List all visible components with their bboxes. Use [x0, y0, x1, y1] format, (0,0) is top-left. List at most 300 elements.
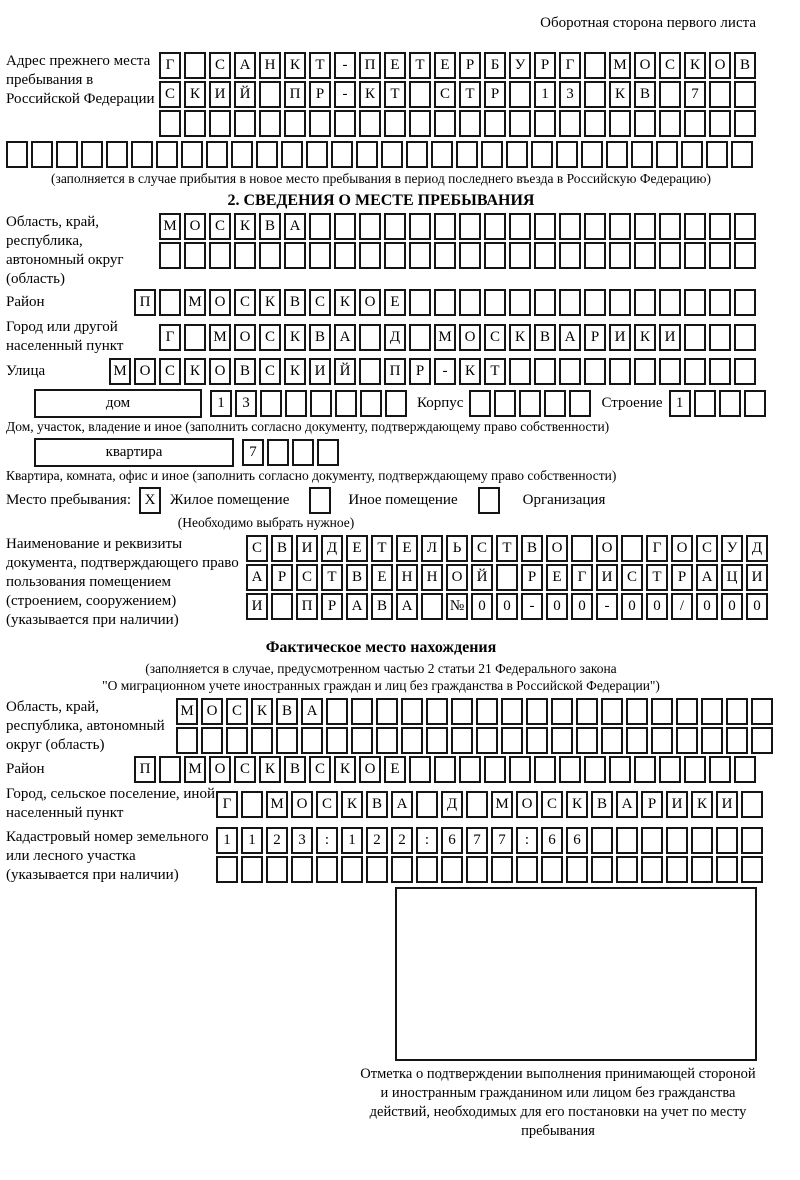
- form-cell: -: [596, 593, 618, 620]
- form-cell: Р: [484, 81, 506, 108]
- form-cell: М: [209, 324, 231, 351]
- form-cell: [309, 242, 331, 269]
- form-cell: [360, 390, 382, 417]
- dom-number-row: [210, 390, 407, 417]
- prev-address-row-3: [159, 110, 756, 137]
- form-cell: [659, 756, 681, 783]
- form-cell: Р: [521, 564, 543, 591]
- confirmation-stamp-box: [395, 887, 757, 1061]
- form-cell: [426, 698, 448, 725]
- form-cell: [676, 698, 698, 725]
- form-cell: Р: [584, 324, 606, 351]
- form-cell: [266, 856, 288, 883]
- form-cell: :: [516, 827, 538, 854]
- form-cell: Т: [484, 358, 506, 385]
- form-cell: [284, 242, 306, 269]
- form-cell: О: [234, 324, 256, 351]
- form-cell: [709, 756, 731, 783]
- form-cell: В: [591, 791, 613, 818]
- form-cell: [434, 242, 456, 269]
- form-cell: [584, 213, 606, 240]
- form-cell: [609, 756, 631, 783]
- form-cell: [634, 358, 656, 385]
- form-cell: [634, 756, 656, 783]
- form-cell: [691, 827, 713, 854]
- form-cell: :: [416, 827, 438, 854]
- actual-rayon-row: [134, 756, 756, 783]
- form-cell: [335, 390, 357, 417]
- form-cell: [159, 110, 181, 137]
- form-cell: [559, 289, 581, 316]
- form-cell: [709, 358, 731, 385]
- form-cell: [694, 390, 716, 417]
- form-cell: [6, 141, 28, 168]
- form-cell: [584, 289, 606, 316]
- form-cell: У: [721, 535, 743, 562]
- form-cell: [271, 593, 293, 620]
- form-cell: К: [566, 791, 588, 818]
- form-cell: С: [234, 756, 256, 783]
- form-cell: [409, 81, 431, 108]
- dom-box: дом: [34, 389, 202, 418]
- form-cell: Т: [409, 52, 431, 79]
- form-cell: С: [434, 81, 456, 108]
- form-cell: К: [284, 358, 306, 385]
- form-cell: А: [246, 564, 268, 591]
- form-cell: [559, 756, 581, 783]
- form-cell: [385, 390, 407, 417]
- form-cell: К: [334, 756, 356, 783]
- form-cell: [726, 698, 748, 725]
- form-cell: И: [746, 564, 768, 591]
- form-cell: О: [516, 791, 538, 818]
- form-cell: [576, 727, 598, 754]
- form-cell: М: [184, 756, 206, 783]
- form-cell: С: [259, 358, 281, 385]
- form-cell: [734, 289, 756, 316]
- form-cell: П: [134, 756, 156, 783]
- form-cell: [651, 727, 673, 754]
- form-cell: С: [621, 564, 643, 591]
- form-cell: [421, 593, 443, 620]
- form-cell: [206, 141, 228, 168]
- form-cell: [626, 698, 648, 725]
- form-cell: [241, 791, 263, 818]
- form-cell: В: [734, 52, 756, 79]
- form-cell: [376, 727, 398, 754]
- form-cell: 7: [242, 439, 264, 466]
- form-cell: [684, 756, 706, 783]
- form-cell: [241, 856, 263, 883]
- form-cell: С: [541, 791, 563, 818]
- form-cell: 1: [341, 827, 363, 854]
- form-cell: Е: [396, 535, 418, 562]
- form-cell: [384, 242, 406, 269]
- form-cell: О: [546, 535, 568, 562]
- form-cell: 1: [241, 827, 263, 854]
- form-cell: [267, 439, 289, 466]
- form-cell: Д: [384, 324, 406, 351]
- form-cell: [526, 698, 548, 725]
- form-cell: Г: [646, 535, 668, 562]
- form-cell: [584, 756, 606, 783]
- form-cell: 6: [541, 827, 563, 854]
- form-cell: [684, 358, 706, 385]
- form-cell: 3: [235, 390, 257, 417]
- form-cell: [701, 727, 723, 754]
- actual-rayon-label: Район: [6, 761, 45, 777]
- form-cell: [184, 110, 206, 137]
- form-cell: /: [671, 593, 693, 620]
- form-cell: №: [446, 593, 468, 620]
- stamp-caption: Отметка о подтверждении выполнения принимающей стороной и иностранным гражданином или лицом без гражданства действий, необходимых для его постановки на учет по месту пребывания: [360, 1066, 756, 1139]
- form-cell: [326, 727, 348, 754]
- form-cell: К: [284, 52, 306, 79]
- ulitsa-row: [109, 358, 756, 385]
- form-cell: [684, 289, 706, 316]
- form-cell: [741, 827, 763, 854]
- form-cell: [559, 213, 581, 240]
- form-cell: -: [334, 81, 356, 108]
- form-cell: [259, 110, 281, 137]
- form-cell: Е: [434, 52, 456, 79]
- form-cell: Р: [459, 52, 481, 79]
- form-cell: С: [484, 324, 506, 351]
- form-cell: [509, 289, 531, 316]
- form-cell: [176, 727, 198, 754]
- form-cell: М: [491, 791, 513, 818]
- form-cell: И: [296, 535, 318, 562]
- kvartira-note: Квартира, комната, офис и иное (заполнить согласно документу, подтверждающему право собственности): [6, 468, 617, 483]
- form-cell: [159, 289, 181, 316]
- form-cell: О: [596, 535, 618, 562]
- form-cell: [534, 110, 556, 137]
- form-cell: О: [184, 213, 206, 240]
- form-cell: [581, 141, 603, 168]
- form-cell: [401, 698, 423, 725]
- form-cell: [509, 81, 531, 108]
- form-cell: 7: [684, 81, 706, 108]
- stroenie-row: [669, 390, 766, 417]
- dom-note: Дом, участок, владение и иное (заполнить согласно документу, подтверждающему право собственности): [6, 419, 610, 434]
- form-cell: [659, 358, 681, 385]
- form-cell: -: [434, 358, 456, 385]
- form-cell: [259, 81, 281, 108]
- form-cell: [434, 289, 456, 316]
- form-cell: [551, 727, 573, 754]
- form-cell: [292, 439, 314, 466]
- form-cell: О: [209, 289, 231, 316]
- form-cell: [659, 289, 681, 316]
- form-cell: [551, 698, 573, 725]
- form-cell: 0: [746, 593, 768, 620]
- form-cell: [484, 289, 506, 316]
- form-cell: [741, 856, 763, 883]
- form-cell: [559, 358, 581, 385]
- form-cell: [634, 242, 656, 269]
- form-cell: К: [684, 52, 706, 79]
- form-cell: Л: [421, 535, 443, 562]
- document-row-3: [246, 593, 768, 620]
- form-cell: [231, 141, 253, 168]
- form-cell: [601, 698, 623, 725]
- gorod-field: [6, 318, 756, 356]
- form-cell: К: [359, 81, 381, 108]
- prev-address-row-4: [6, 141, 756, 168]
- actual-oblast-row-2: [176, 727, 773, 754]
- form-cell: [584, 81, 606, 108]
- actual-rayon-field: [6, 756, 756, 783]
- inoe-label: Иное помещение: [348, 492, 458, 508]
- form-cell: 1: [669, 390, 691, 417]
- form-cell: [709, 213, 731, 240]
- form-cell: [576, 698, 598, 725]
- form-cell: Е: [371, 564, 393, 591]
- form-cell: К: [509, 324, 531, 351]
- form-cell: [534, 358, 556, 385]
- form-cell: [409, 242, 431, 269]
- form-cell: [591, 856, 613, 883]
- form-cell: [285, 390, 307, 417]
- form-cell: [634, 213, 656, 240]
- form-cell: [634, 289, 656, 316]
- form-cell: [666, 827, 688, 854]
- form-cell: [334, 242, 356, 269]
- form-cell: [466, 856, 488, 883]
- actual-oblast-field: [6, 698, 756, 756]
- form-cell: 0: [471, 593, 493, 620]
- form-cell: [181, 141, 203, 168]
- oblast-rows: [159, 213, 756, 271]
- form-cell: [751, 698, 773, 725]
- form-cell: [571, 535, 593, 562]
- form-cell: [209, 242, 231, 269]
- form-cell: Е: [346, 535, 368, 562]
- gorod-label: Город или другой населенный пункт: [6, 319, 124, 354]
- form-cell: [434, 756, 456, 783]
- actual-location-note-2: "О миграционном учете иностранных граждан и лиц без гражданства в Российской Федерации"): [102, 678, 660, 693]
- form-cell: О: [209, 756, 231, 783]
- form-cell: [409, 213, 431, 240]
- actual-gorod-row: [216, 791, 763, 818]
- kadastr-field: [6, 827, 756, 885]
- form-cell: [734, 358, 756, 385]
- form-cell: 6: [566, 827, 588, 854]
- form-cell: М: [434, 324, 456, 351]
- form-cell: В: [234, 358, 256, 385]
- kvartira-box: квартира: [34, 438, 234, 467]
- form-cell: [631, 141, 653, 168]
- oblast-field: [6, 213, 756, 289]
- form-cell: О: [359, 756, 381, 783]
- form-cell: К: [609, 81, 631, 108]
- form-cell: [609, 289, 631, 316]
- form-cell: [476, 698, 498, 725]
- form-cell: [441, 856, 463, 883]
- form-cell: П: [359, 52, 381, 79]
- form-cell: В: [259, 213, 281, 240]
- form-cell: [731, 141, 753, 168]
- form-cell: [659, 213, 681, 240]
- form-cell: [716, 827, 738, 854]
- form-cell: [609, 213, 631, 240]
- form-cell: [584, 358, 606, 385]
- form-cell: С: [159, 358, 181, 385]
- form-cell: 0: [721, 593, 743, 620]
- form-cell: [260, 390, 282, 417]
- form-cell: [616, 856, 638, 883]
- form-cell: [534, 242, 556, 269]
- kvartira-field: [6, 438, 756, 467]
- form-cell: Е: [546, 564, 568, 591]
- form-cell: А: [391, 791, 413, 818]
- form-cell: 1: [534, 81, 556, 108]
- form-cell: О: [709, 52, 731, 79]
- form-cell: :: [316, 827, 338, 854]
- kvartira-row: [242, 439, 339, 466]
- form-cell: [459, 289, 481, 316]
- stroenie-label: Строение: [601, 395, 663, 411]
- form-cell: В: [284, 756, 306, 783]
- form-cell: -: [334, 52, 356, 79]
- form-cell: Р: [409, 358, 431, 385]
- document-row-2: [246, 564, 768, 591]
- form-cell: [359, 358, 381, 385]
- form-cell: [366, 856, 388, 883]
- actual-gorod-field: [6, 785, 756, 823]
- form-cell: О: [671, 535, 693, 562]
- form-cell: [406, 141, 428, 168]
- form-cell: 1: [210, 390, 232, 417]
- kadastr-row-2: [216, 856, 763, 883]
- kadastr-label: Кадастровый номер земельного или лесного участка (указывается при наличии): [6, 828, 209, 883]
- form-cell: [601, 727, 623, 754]
- zhiloe-checkbox: X: [139, 487, 161, 514]
- form-cell: [556, 141, 578, 168]
- form-cell: [156, 141, 178, 168]
- org-checkbox: [478, 487, 500, 514]
- form-cell: Р: [641, 791, 663, 818]
- form-cell: [416, 856, 438, 883]
- form-cell: 2: [391, 827, 413, 854]
- form-cell: 0: [496, 593, 518, 620]
- form-cell: К: [334, 289, 356, 316]
- form-cell: [544, 390, 566, 417]
- form-cell: [391, 856, 413, 883]
- form-cell: О: [291, 791, 313, 818]
- form-cell: А: [301, 698, 323, 725]
- form-cell: 7: [466, 827, 488, 854]
- form-cell: [559, 110, 581, 137]
- form-cell: [734, 756, 756, 783]
- actual-location-title: Фактическое место нахождения: [265, 639, 497, 656]
- document-field: [6, 535, 763, 630]
- form-cell: А: [396, 593, 418, 620]
- form-cell: Й: [234, 81, 256, 108]
- form-cell: Г: [571, 564, 593, 591]
- form-cell: [434, 110, 456, 137]
- form-cell: [676, 727, 698, 754]
- form-cell: О: [634, 52, 656, 79]
- form-cell: В: [346, 564, 368, 591]
- form-cell: [234, 242, 256, 269]
- form-cell: А: [234, 52, 256, 79]
- form-cell: О: [459, 324, 481, 351]
- form-cell: [494, 390, 516, 417]
- stay-type-label: Место пребывания:: [6, 492, 131, 508]
- form-cell: [726, 727, 748, 754]
- form-cell: Р: [321, 593, 343, 620]
- form-cell: В: [284, 289, 306, 316]
- form-cell: В: [271, 535, 293, 562]
- form-cell: [584, 242, 606, 269]
- form-cell: Т: [384, 81, 406, 108]
- form-cell: [496, 564, 518, 591]
- oblast-row-2: [159, 242, 756, 269]
- form-cell: Н: [259, 52, 281, 79]
- form-cell: М: [176, 698, 198, 725]
- form-cell: И: [716, 791, 738, 818]
- form-cell: [506, 141, 528, 168]
- form-cell: [281, 141, 303, 168]
- form-cell: [351, 698, 373, 725]
- form-cell: К: [259, 756, 281, 783]
- form-cell: [584, 110, 606, 137]
- rayon-row: [134, 289, 756, 316]
- form-cell: [309, 110, 331, 137]
- form-cell: [409, 756, 431, 783]
- form-cell: [484, 242, 506, 269]
- form-cell: [351, 727, 373, 754]
- form-cell: [356, 141, 378, 168]
- form-cell: [484, 110, 506, 137]
- actual-oblast-row-1: [176, 698, 773, 725]
- form-cell: И: [596, 564, 618, 591]
- form-cell: [484, 213, 506, 240]
- form-cell: Р: [309, 81, 331, 108]
- form-cell: М: [109, 358, 131, 385]
- form-cell: [509, 242, 531, 269]
- form-cell: [310, 390, 332, 417]
- form-cell: [476, 727, 498, 754]
- form-cell: [317, 439, 339, 466]
- form-cell: Р: [671, 564, 693, 591]
- form-cell: [384, 110, 406, 137]
- form-cell: В: [371, 593, 393, 620]
- form-cell: [316, 856, 338, 883]
- form-cell: [466, 791, 488, 818]
- form-cell: [106, 141, 128, 168]
- form-cell: 0: [696, 593, 718, 620]
- form-cell: [326, 698, 348, 725]
- korpus-row: [469, 390, 591, 417]
- form-cell: [384, 213, 406, 240]
- form-cell: К: [459, 358, 481, 385]
- form-cell: Ь: [446, 535, 468, 562]
- form-cell: К: [341, 791, 363, 818]
- form-cell: [334, 110, 356, 137]
- section2-title: 2. СВЕДЕНИЯ О МЕСТЕ ПРЕБЫВАНИЯ: [227, 192, 535, 209]
- document-row-1: [246, 535, 768, 562]
- form-cell: [306, 141, 328, 168]
- form-cell: [484, 756, 506, 783]
- form-cell: 0: [546, 593, 568, 620]
- form-cell: О: [134, 358, 156, 385]
- form-cell: [509, 756, 531, 783]
- form-cell: М: [159, 213, 181, 240]
- form-cell: [184, 52, 206, 79]
- form-cell: [734, 213, 756, 240]
